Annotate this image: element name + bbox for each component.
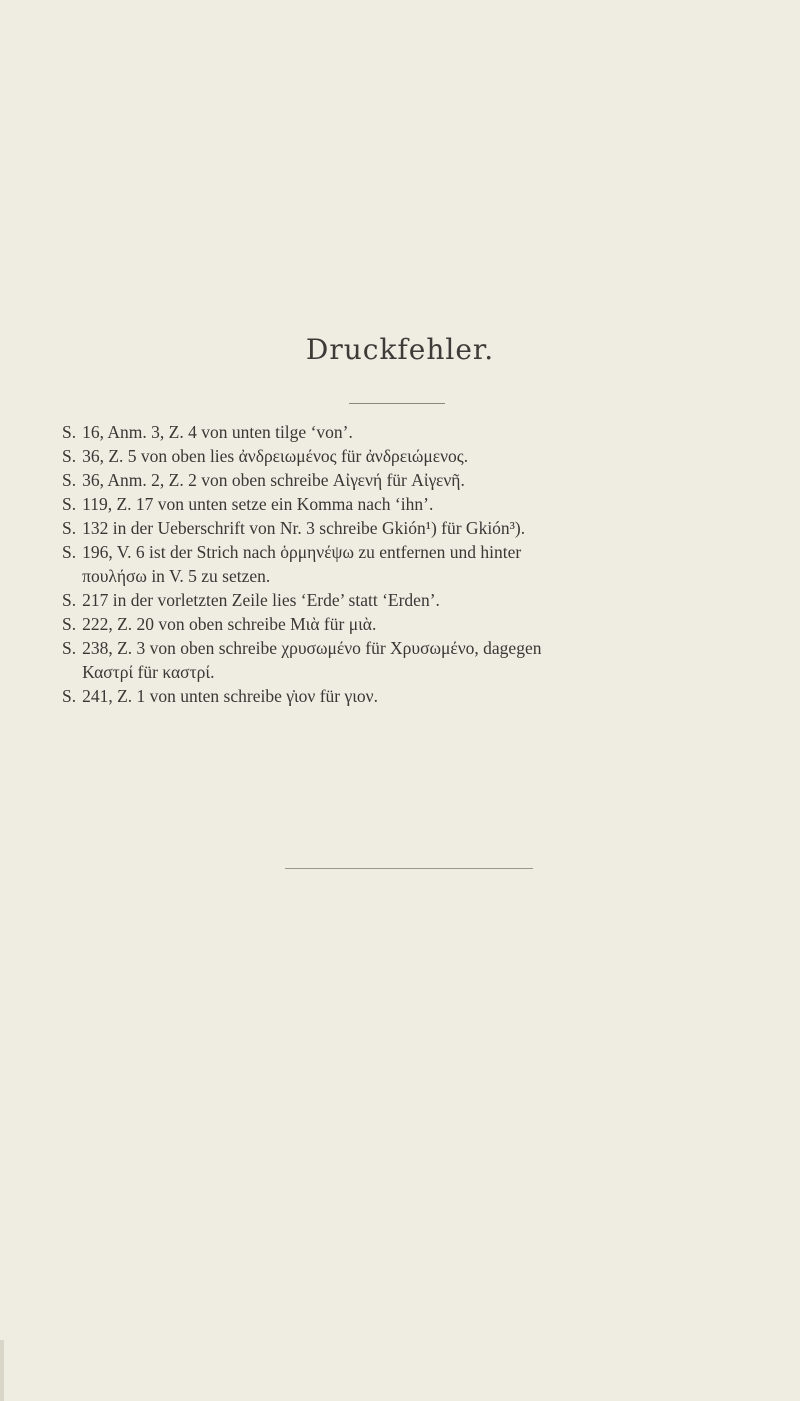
errata-text [82, 612, 782, 636]
errata-text [82, 444, 782, 468]
errata-line: 222, Z. 20 von oben schreibe Μιὰ für μιὰ. [82, 614, 377, 634]
errata-line: Καστρί für καστρί. [82, 662, 215, 682]
title-divider [349, 403, 445, 404]
errata-line: πουλήσω in V. 5 zu setzen. [82, 566, 271, 586]
errata-line: 132 in der Ueberschrift von Nr. 3 schreibe Gkión¹) für Gkión³). [82, 518, 526, 538]
errata-text [82, 636, 782, 684]
errata-line: 119, Z. 17 von unten setze ein Komma nach ‘ihn’. [82, 494, 434, 514]
errata-text [82, 468, 782, 492]
errata-text [82, 540, 782, 588]
errata-entry [62, 516, 782, 540]
errata-entry [62, 540, 782, 588]
errata-entry [62, 636, 782, 684]
errata-entry [62, 612, 782, 636]
page-ref: S. [62, 422, 77, 442]
errata-line: 36, Anm. 2, Z. 2 von oben schreibe Αἰγενή für Αἰγενῆ. [82, 470, 465, 490]
page-ref: S. [62, 614, 77, 634]
errata-entry [62, 444, 782, 468]
errata-line: 36, Z. 5 von oben lies ἀνδρειωμένος für ἀνδρειώμενος. [82, 446, 469, 466]
page-ref: S. [62, 542, 77, 562]
errata-line: 16, Anm. 3, Z. 4 von unten tilge ‘von’. [82, 422, 353, 442]
errata-text [82, 420, 782, 444]
page-ref: S. [62, 518, 77, 538]
page-ref: S. [62, 470, 77, 490]
errata-entry [62, 684, 782, 708]
errata-text [82, 588, 782, 612]
page-ref: S. [62, 638, 77, 658]
errata-text [82, 492, 782, 516]
errata-list [62, 420, 782, 708]
closing-divider [285, 868, 533, 869]
errata-line: 196, V. 6 ist der Strich nach ὁρμηνέψω zu entfernen und hinter [82, 542, 522, 562]
errata-line: 241, Z. 1 von unten schreibe γ̇ιον für γιον. [82, 686, 378, 706]
errata-line: 238, Z. 3 von oben schreibe χρυσωμένο für Χρυσωμένο, dagegen [82, 638, 542, 658]
errata-entry [62, 468, 782, 492]
errata-entry [62, 588, 782, 612]
page-ref: S. [62, 494, 77, 514]
page-ref: S. [62, 590, 77, 610]
page-ref: S. [62, 446, 77, 466]
errata-line: 217 in der vorletzten Zeile lies ‘Erde’ statt ‘Erden’. [82, 590, 440, 610]
errata-text [82, 684, 782, 708]
page-edge-shadow [0, 1340, 4, 1401]
page-ref: S. [62, 686, 77, 706]
page-title: Druckfehler. [305, 333, 495, 366]
errata-entry [62, 420, 782, 444]
errata-text [82, 516, 782, 540]
errata-entry [62, 492, 782, 516]
